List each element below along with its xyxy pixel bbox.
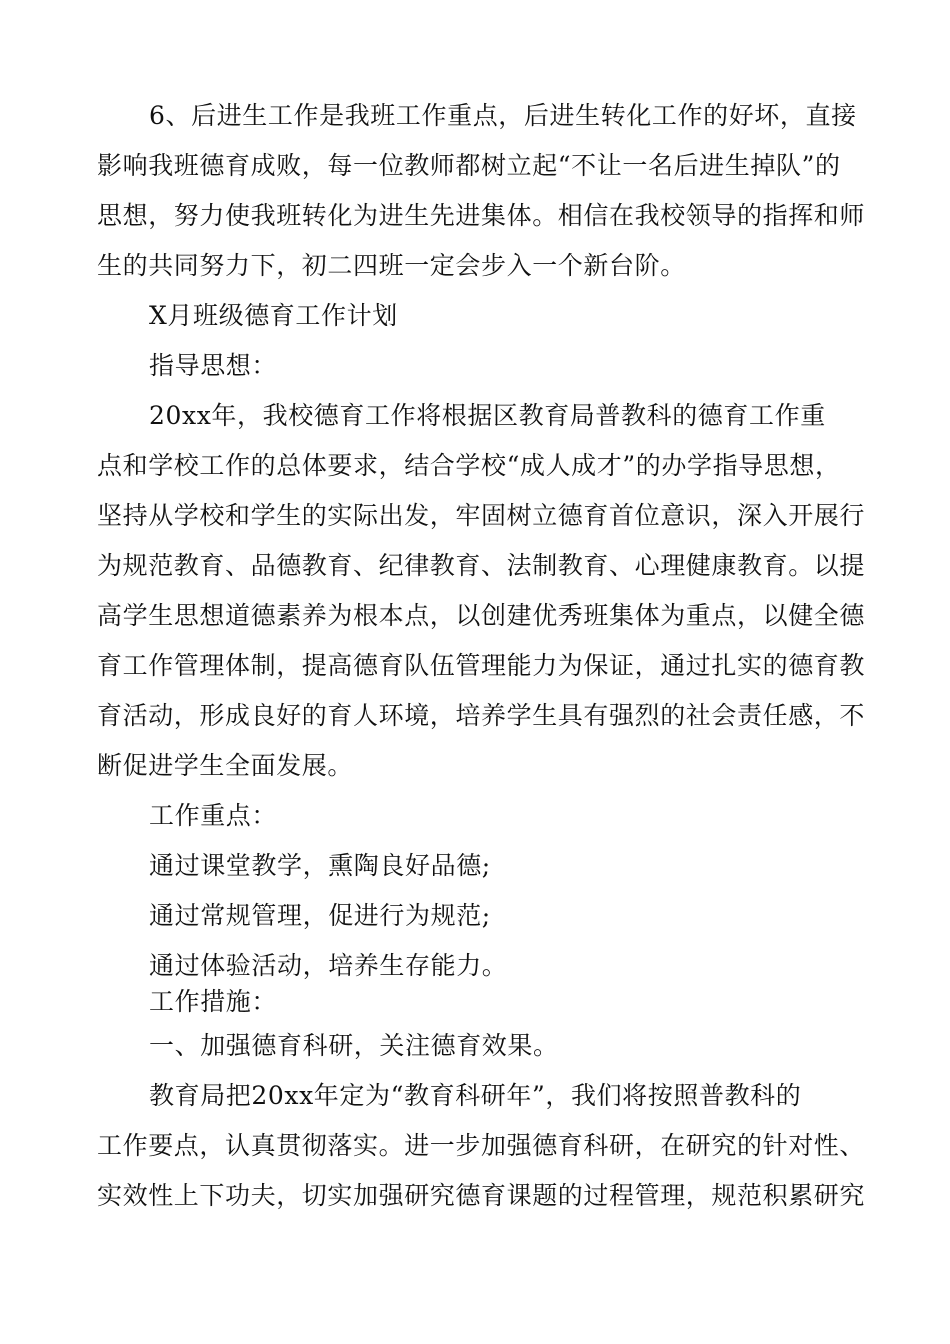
text-line-16: 通过课堂教学，熏陶良好品德;	[149, 851, 491, 880]
text-line-9: 坚持从学校和学生的实际出发，牢固树立德育首位意识，深入开展行	[97, 501, 866, 530]
text-line-6-heading: 指导思想：	[149, 351, 278, 380]
text-line-2: 影响我班德育成败，每一位教师都树立起“不让一名后进生掉队”的	[97, 151, 841, 180]
text-line-7: 20xx年，我校德育工作将根据区教育局普教科的德育工作重	[149, 401, 826, 430]
text-line-14: 断促进学生全面发展。	[97, 751, 354, 780]
text-line-8: 点和学校工作的总体要求，结合学校“成人成才”的办学指导思想，	[97, 451, 841, 480]
text-line-3: 思想，努力使我班转化为进生先进集体。相信在我校领导的指挥和师	[97, 201, 866, 230]
text-line-12: 育工作管理体制，提高德育队伍管理能力为保证，通过扎实的德育教	[97, 651, 866, 680]
text-line-1: 6、后进生工作是我班工作重点，后进生转化工作的好坏，直接	[149, 101, 857, 130]
text-line-22: 工作要点，认真贯彻落实。进一步加强德育科研，在研究的针对性、	[97, 1131, 866, 1160]
text-line-13: 育活动，形成良好的育人环境，培养学生具有强烈的社会责任感，不	[97, 701, 866, 730]
text-line-5-heading: X月班级德育工作计划	[149, 301, 398, 330]
text-line-23: 实效性上下功夫，切实加强研究德育课题的过程管理，规范积累研究	[97, 1181, 866, 1210]
text-line-18: 通过体验活动，培养生存能力。	[149, 951, 508, 980]
text-line-21: 教育局把20xx年定为“教育科研年”，我们将按照普教科的	[149, 1081, 802, 1110]
text-line-10: 为规范教育、品德教育、纪律教育、法制教育、心理健康教育。以提	[97, 551, 866, 580]
text-line-4: 生的共同努力下，初二四班一定会步入一个新台阶。	[97, 251, 686, 280]
text-line-20: 一、加强德育科研，关注德育效果。	[149, 1031, 559, 1060]
text-line-17: 通过常规管理，促进行为规范;	[149, 901, 491, 930]
text-line-19-heading: 工作措施：	[149, 987, 278, 1016]
text-line-15-heading: 工作重点：	[149, 801, 278, 830]
text-line-11: 高学生思想道德素养为根本点，以创建优秀班集体为重点，以健全德	[97, 601, 866, 630]
